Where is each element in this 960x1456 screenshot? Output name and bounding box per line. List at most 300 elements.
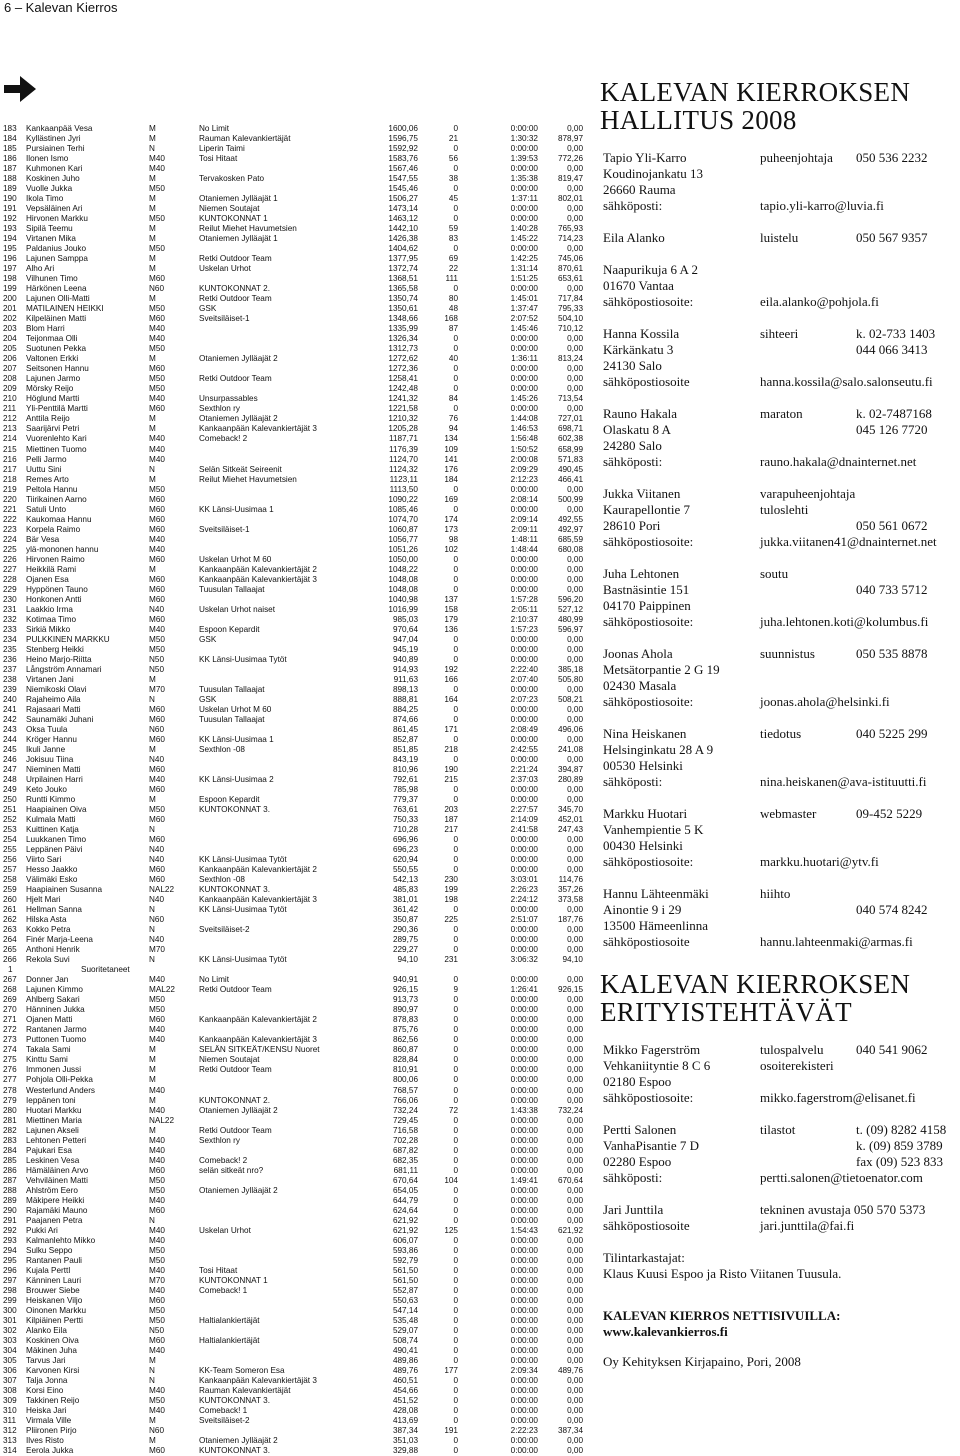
table-row bbox=[3, 384, 583, 394]
result-name: Känninen Lauri bbox=[26, 1275, 82, 1285]
contact-line bbox=[600, 454, 958, 470]
result-value: 387,34 bbox=[557, 1426, 583, 1436]
result-time: 0:00:00 bbox=[510, 714, 538, 724]
table-row bbox=[3, 945, 583, 955]
contact-phone: 040 733 5712 bbox=[856, 582, 928, 597]
result-count: 0 bbox=[453, 785, 458, 795]
contact-line bbox=[600, 710, 958, 726]
table-row bbox=[3, 1446, 583, 1456]
result-name: Mörsky Reijo bbox=[26, 384, 74, 394]
table-row bbox=[3, 565, 583, 575]
result-number: 279 bbox=[3, 1095, 17, 1105]
result-name: Honkonen Antti bbox=[26, 594, 82, 604]
result-number: 251 bbox=[3, 805, 17, 815]
result-class: N bbox=[149, 1215, 155, 1225]
result-value: 0,00 bbox=[567, 785, 583, 795]
contact-phone: 050 535 8878 bbox=[856, 646, 928, 661]
result-number: 235 bbox=[3, 644, 17, 654]
result-time: 2:42:55 bbox=[510, 744, 538, 754]
result-time: 0:00:00 bbox=[510, 344, 538, 354]
result-label: Suoritetaneet bbox=[81, 965, 130, 975]
result-name: MATILAINEN HEIKKI bbox=[26, 304, 104, 314]
result-count: 0 bbox=[453, 1235, 458, 1245]
result-points: 911,63 bbox=[393, 674, 418, 684]
result-name: Tiirikainen Aarno bbox=[26, 494, 87, 504]
result-number: 255 bbox=[3, 845, 17, 855]
result-points: 750,33 bbox=[392, 815, 418, 825]
result-count: 0 bbox=[453, 1045, 458, 1055]
result-count: 218 bbox=[444, 744, 458, 754]
result-name: Heikkilä Rami bbox=[26, 564, 77, 574]
result-name: Keto Jouko bbox=[26, 785, 67, 795]
result-class: M bbox=[149, 1045, 156, 1055]
table-row bbox=[3, 244, 583, 254]
result-class: N bbox=[149, 1375, 155, 1385]
result-points: 687,82 bbox=[392, 1145, 418, 1155]
result-name: Nieminen Matti bbox=[26, 765, 81, 774]
table-row bbox=[3, 805, 583, 815]
table-row bbox=[3, 485, 583, 495]
table-row bbox=[3, 775, 583, 785]
result-time: 0:00:00 bbox=[510, 1446, 538, 1456]
result-class: M bbox=[149, 474, 156, 484]
result-name: Leskinen Vesa bbox=[26, 1155, 80, 1165]
result-points: 1506,27 bbox=[388, 194, 418, 204]
result-time: 0:00:00 bbox=[510, 1406, 538, 1415]
contact-line bbox=[600, 342, 958, 358]
contact-line bbox=[600, 486, 958, 502]
result-club: Sveitsiläiset-1 bbox=[199, 314, 250, 324]
table-row bbox=[3, 745, 583, 755]
result-time: 2:22:40 bbox=[510, 664, 538, 674]
result-count: 0 bbox=[453, 754, 458, 764]
result-count: 0 bbox=[453, 1095, 458, 1105]
contact-name: Mikko Fagerström bbox=[603, 1042, 701, 1057]
contact-phone: 044 066 3413 bbox=[856, 342, 928, 357]
result-value: 496,06 bbox=[557, 724, 583, 734]
result-number: 304 bbox=[3, 1345, 17, 1355]
result-club: Kankaanpään Kalevankiertäjät 3 bbox=[199, 424, 317, 434]
contact-name: Klaus Kuusi Espoo ja Risto Viitanen Tuusula. bbox=[603, 1266, 842, 1281]
result-value: 0,00 bbox=[567, 1065, 583, 1075]
result-count: 59 bbox=[448, 224, 458, 234]
result-value: 0,00 bbox=[567, 795, 583, 805]
result-points: 1567,46 bbox=[388, 164, 418, 174]
result-club: Niemen Soutajat bbox=[199, 1055, 260, 1065]
result-club: SELÄN SITKEÄT/KENSU Nuoret bbox=[199, 1045, 320, 1055]
contact-name: Tilintarkastajat: bbox=[603, 1250, 685, 1265]
table-row bbox=[3, 795, 583, 805]
contact-name: sähköpostiosoite: bbox=[603, 534, 694, 549]
result-time: 0:00:00 bbox=[510, 1185, 538, 1195]
table-row bbox=[3, 1086, 583, 1096]
result-club: Niemen Soutajat bbox=[199, 204, 260, 214]
result-count: 0 bbox=[453, 1285, 458, 1295]
result-class: M40 bbox=[149, 975, 165, 985]
result-name: Laakkio Irma bbox=[26, 604, 73, 614]
table-row bbox=[3, 314, 583, 324]
result-class: M40 bbox=[149, 334, 165, 344]
result-value: 489,76 bbox=[557, 1365, 583, 1375]
result-value: 732,24 bbox=[557, 1105, 583, 1115]
contact-role: tapio.yli-karro@luvia.fi bbox=[760, 198, 884, 213]
result-name: ylä-mononen hannu bbox=[26, 544, 99, 554]
result-class: N60 bbox=[149, 1426, 165, 1436]
result-name: Kröger Hannu bbox=[26, 734, 77, 744]
result-time: 0:00:00 bbox=[510, 684, 538, 694]
result-class: M bbox=[149, 174, 156, 184]
result-count: 109 bbox=[444, 444, 458, 454]
result-number: 242 bbox=[3, 714, 17, 724]
result-time: 1:37:47 bbox=[510, 304, 538, 314]
contact-line bbox=[600, 1042, 958, 1058]
contact-role: jari.junttila@fai.fi bbox=[760, 1218, 855, 1233]
board-contacts bbox=[600, 150, 958, 950]
result-value: 0,00 bbox=[567, 1416, 583, 1426]
result-points: 696,23 bbox=[392, 845, 418, 855]
table-row bbox=[3, 204, 583, 214]
result-number: 201 bbox=[3, 304, 17, 314]
result-number: 216 bbox=[3, 454, 17, 464]
result-time: 1:37:11 bbox=[511, 194, 538, 204]
result-value: 0,00 bbox=[567, 1275, 583, 1285]
result-number: 291 bbox=[3, 1215, 17, 1225]
result-class: M bbox=[149, 1075, 156, 1085]
table-row bbox=[3, 1106, 583, 1116]
result-points: 1545,46 bbox=[388, 184, 418, 194]
contact-line bbox=[600, 1218, 958, 1234]
result-count: 125 bbox=[444, 1225, 458, 1235]
result-class: N60 bbox=[149, 284, 165, 294]
result-count: 0 bbox=[453, 734, 458, 744]
result-name: Lajunen Kimmo bbox=[26, 985, 83, 995]
result-class: M40 bbox=[149, 394, 165, 404]
result-number: 265 bbox=[3, 945, 17, 955]
result-time: 3:03:01 bbox=[510, 875, 538, 885]
result-value: 0,00 bbox=[567, 1335, 583, 1345]
table-row bbox=[3, 895, 583, 905]
result-value: 247,43 bbox=[557, 825, 583, 835]
result-class: M50 bbox=[149, 805, 165, 815]
contact-line bbox=[600, 1266, 958, 1282]
result-points: 710,28 bbox=[392, 825, 418, 835]
result-value: 0,00 bbox=[567, 1205, 583, 1215]
contact-line bbox=[600, 1170, 958, 1186]
result-value: 0,00 bbox=[567, 1085, 583, 1095]
result-name: Luukkanen Timo bbox=[26, 835, 87, 845]
result-name: Ieppänen toni bbox=[26, 1095, 76, 1105]
result-club: KUNTOKONNAT 1 bbox=[199, 214, 268, 224]
contact-name: 13500 Hämeenlinna bbox=[603, 918, 709, 933]
table-row bbox=[3, 555, 583, 565]
result-number: 282 bbox=[3, 1125, 17, 1135]
result-number: 245 bbox=[3, 744, 17, 754]
result-value: 0,00 bbox=[567, 1355, 583, 1365]
result-number: 210 bbox=[3, 394, 17, 404]
table-row bbox=[3, 1426, 583, 1436]
result-name: Haapiainen Oiva bbox=[26, 805, 87, 815]
table-row bbox=[3, 124, 583, 134]
result-points: 621,92 bbox=[392, 1215, 418, 1225]
contact-role: tulospalvelu bbox=[760, 1042, 824, 1057]
table-row bbox=[3, 545, 583, 555]
result-count: 83 bbox=[448, 234, 458, 244]
result-class: M bbox=[149, 1416, 156, 1426]
result-time: 0:00:00 bbox=[510, 1085, 538, 1095]
contact-name: sähköposti: bbox=[603, 454, 663, 469]
result-time: 0:00:00 bbox=[510, 244, 538, 254]
result-points: 1048,08 bbox=[388, 574, 418, 584]
contact-line bbox=[600, 838, 958, 854]
result-count: 69 bbox=[448, 254, 458, 264]
result-points: 1426,38 bbox=[388, 234, 418, 244]
result-value: 0,00 bbox=[567, 734, 583, 744]
result-value: 0,00 bbox=[567, 164, 583, 174]
result-number: 206 bbox=[3, 354, 17, 364]
table-row bbox=[3, 505, 583, 515]
contact-name: Markku Huotari bbox=[603, 806, 688, 821]
result-name: Immonen Jussi bbox=[26, 1065, 82, 1075]
result-value: 0,00 bbox=[567, 714, 583, 724]
result-number: 281 bbox=[3, 1115, 17, 1125]
contact-role: suunnistus bbox=[760, 646, 815, 661]
result-club: KK Länsi-Uusimaa Tytöt bbox=[199, 955, 287, 965]
result-value: 717,84 bbox=[557, 294, 583, 304]
result-club: Otaniemen Jylläajät 1 bbox=[199, 234, 278, 244]
result-name: Vehviläinen Matti bbox=[26, 1175, 88, 1185]
contact-phone: k. 02-733 1403 bbox=[856, 326, 936, 341]
result-class: M40 bbox=[149, 775, 165, 785]
result-points: 926,15 bbox=[392, 985, 418, 995]
result-number: 241 bbox=[3, 704, 17, 714]
result-name: Lajunen Akseli bbox=[26, 1125, 79, 1135]
result-count: 22 bbox=[448, 264, 458, 274]
result-class: N40 bbox=[149, 604, 165, 614]
result-class: M40 bbox=[149, 324, 165, 334]
result-time: 0:00:00 bbox=[510, 1315, 538, 1325]
result-value: 710,12 bbox=[557, 324, 583, 334]
contact-line bbox=[600, 726, 958, 742]
result-class: N bbox=[149, 144, 155, 154]
result-points: 702,28 bbox=[392, 1135, 418, 1145]
table-row bbox=[3, 1136, 583, 1146]
result-name: Pelli Jarmo bbox=[26, 454, 67, 464]
result-count: 173 bbox=[444, 524, 458, 534]
result-number: 253 bbox=[3, 825, 17, 835]
table-row bbox=[3, 985, 583, 995]
result-time: 2:00:08 bbox=[510, 454, 538, 464]
table-row bbox=[3, 1346, 583, 1356]
result-number: 183 bbox=[3, 124, 17, 133]
contact-phone: 045 126 7720 bbox=[856, 422, 928, 437]
contact-name: Pertti Salonen bbox=[603, 1122, 677, 1137]
result-value: 114,76 bbox=[558, 875, 583, 885]
table-row bbox=[3, 334, 583, 344]
contact-name: 28610 Pori bbox=[603, 518, 661, 533]
result-value: 504,10 bbox=[557, 314, 583, 324]
table-row bbox=[3, 164, 583, 174]
result-class: M40 bbox=[149, 1385, 165, 1395]
contact-line bbox=[600, 390, 958, 406]
result-number: 314 bbox=[3, 1446, 17, 1456]
result-points: 860,87 bbox=[392, 1045, 418, 1055]
result-number: 287 bbox=[3, 1175, 17, 1185]
result-count: 0 bbox=[453, 1125, 458, 1135]
result-count: 0 bbox=[453, 554, 458, 564]
contact-line bbox=[600, 694, 958, 710]
result-number: 262 bbox=[3, 915, 17, 925]
result-points: 529,07 bbox=[392, 1325, 418, 1335]
result-club: Kankaanpään Kalevankiertäjät 2 bbox=[199, 564, 317, 574]
result-name: Vuolle Jukka bbox=[26, 184, 73, 194]
result-value: 373,58 bbox=[557, 895, 583, 905]
result-value: 0,00 bbox=[567, 574, 583, 584]
result-count: 0 bbox=[453, 1416, 458, 1426]
result-points: 970,64 bbox=[392, 624, 418, 634]
result-value: 602,38 bbox=[557, 434, 583, 444]
result-name: Kyllästinen Jyri bbox=[26, 134, 81, 144]
result-value: 0,00 bbox=[567, 124, 583, 133]
result-points: 1048,08 bbox=[388, 584, 418, 594]
special-title-2: ERITYISTEHTÄVÄT bbox=[600, 997, 852, 1027]
result-count: 48 bbox=[448, 304, 458, 314]
table-row bbox=[3, 665, 583, 675]
result-points: 451,52 bbox=[392, 1395, 418, 1405]
result-time: 2:51:07 bbox=[510, 915, 538, 925]
result-time: 2:10:37 bbox=[510, 614, 538, 624]
result-class: M bbox=[149, 564, 156, 574]
result-points: 1123,11 bbox=[389, 474, 418, 484]
result-time: 0:00:00 bbox=[510, 1325, 538, 1335]
result-name: Westerlund Anders bbox=[26, 1085, 96, 1095]
result-name: Ahlberg Sakari bbox=[26, 995, 80, 1005]
table-row bbox=[3, 224, 583, 234]
result-name: Långström Annamari bbox=[26, 664, 102, 674]
result-number: 222 bbox=[3, 514, 17, 524]
result-value: 0,00 bbox=[567, 945, 583, 955]
result-time: 2:07:23 bbox=[510, 694, 538, 704]
result-club: No Limit bbox=[199, 975, 230, 985]
result-count: 176 bbox=[444, 464, 458, 474]
result-number: 219 bbox=[3, 484, 17, 494]
result-time: 0:00:00 bbox=[510, 184, 538, 194]
result-time: 2:22:23 bbox=[510, 1426, 538, 1436]
result-value: 0,00 bbox=[567, 1145, 583, 1155]
result-class: M60 bbox=[149, 274, 165, 284]
result-points: 1547,55 bbox=[388, 174, 418, 184]
result-points: 489,76 bbox=[392, 1365, 418, 1375]
result-points: 1473,14 bbox=[388, 204, 418, 214]
result-value: 0,00 bbox=[567, 214, 583, 224]
result-points: 682,35 bbox=[392, 1155, 418, 1165]
result-name: Saunamäki Juhani bbox=[26, 714, 94, 724]
result-class: M50 bbox=[149, 1005, 165, 1015]
result-value: 500,99 bbox=[557, 494, 583, 504]
result-count: 0 bbox=[453, 384, 458, 394]
result-name: Hjelt Mari bbox=[26, 895, 61, 905]
result-points: 485,83 bbox=[392, 885, 418, 895]
result-count: 0 bbox=[453, 1295, 458, 1305]
contact-line bbox=[600, 230, 958, 246]
contact-line bbox=[600, 1234, 958, 1250]
result-time: 0:00:00 bbox=[510, 1345, 538, 1355]
result-class: M50 bbox=[149, 1315, 165, 1325]
result-count: 191 bbox=[444, 1426, 458, 1436]
result-class: M40 bbox=[149, 1085, 165, 1095]
table-row bbox=[3, 1286, 583, 1296]
result-class: N40 bbox=[149, 895, 165, 905]
result-points: 1600,06 bbox=[388, 124, 418, 133]
contact-line bbox=[600, 550, 958, 566]
result-time: 0:00:00 bbox=[510, 1436, 538, 1446]
contact-line bbox=[600, 822, 958, 838]
web-url[interactable]: www.kalevankierros.fi bbox=[603, 1324, 728, 1339]
result-value: 0,00 bbox=[567, 855, 583, 865]
result-name: Kinttu Sami bbox=[26, 1055, 68, 1065]
result-points: 361,42 bbox=[392, 905, 418, 915]
result-name: Lehtonen Petteri bbox=[26, 1135, 87, 1145]
result-count: 158 bbox=[444, 604, 458, 614]
result-club: Sveitsiläiset-2 bbox=[199, 925, 250, 935]
result-points: 1272,36 bbox=[388, 364, 418, 374]
result-points: 696,96 bbox=[392, 835, 418, 845]
result-points: 852,87 bbox=[392, 734, 418, 744]
result-value: 926,15 bbox=[557, 985, 583, 995]
contact-role: mikko.fagerstrom@elisanet.fi bbox=[760, 1090, 916, 1105]
result-club: KUNTOKONNAT 1 bbox=[199, 1275, 268, 1285]
result-value: 819,47 bbox=[557, 174, 583, 184]
result-class: M bbox=[149, 795, 156, 805]
result-club: Otaniemen Jylläajät 2 bbox=[199, 354, 278, 364]
table-row bbox=[3, 905, 583, 915]
result-points: 732,24 bbox=[392, 1105, 418, 1115]
result-time: 1:48:11 bbox=[511, 534, 538, 544]
result-points: 94,10 bbox=[397, 955, 418, 965]
result-points: 624,64 bbox=[392, 1205, 418, 1215]
result-class: M40 bbox=[149, 1265, 165, 1275]
result-value: 0,00 bbox=[567, 1345, 583, 1355]
contact-name: Eila Alanko bbox=[603, 230, 665, 245]
table-row bbox=[3, 955, 583, 965]
result-count: 190 bbox=[444, 765, 458, 774]
result-count: 72 bbox=[448, 1105, 458, 1115]
result-number: 208 bbox=[3, 374, 17, 384]
result-class: M bbox=[149, 204, 156, 214]
result-time: 2:08:14 bbox=[510, 494, 538, 504]
result-class: N50 bbox=[149, 654, 165, 664]
table-row bbox=[3, 1055, 583, 1065]
result-class: M bbox=[149, 1436, 156, 1446]
result-number: 238 bbox=[3, 674, 17, 684]
result-number: 198 bbox=[3, 274, 17, 284]
result-count: 0 bbox=[453, 284, 458, 294]
table-row bbox=[3, 1366, 583, 1376]
table-row bbox=[3, 595, 583, 605]
result-count: 0 bbox=[453, 1195, 458, 1205]
table-row bbox=[3, 134, 583, 144]
result-time: 0:00:00 bbox=[510, 1235, 538, 1245]
result-number: 234 bbox=[3, 634, 17, 644]
result-number: 223 bbox=[3, 524, 17, 534]
result-time: 0:00:00 bbox=[510, 584, 538, 594]
result-value: 772,26 bbox=[557, 154, 583, 164]
result-points: 1596,75 bbox=[388, 134, 418, 144]
result-class: M60 bbox=[149, 494, 165, 504]
result-value: 0,00 bbox=[567, 344, 583, 354]
result-class: M bbox=[149, 124, 156, 133]
contact-line bbox=[600, 278, 958, 294]
result-time: 0:00:00 bbox=[510, 1265, 538, 1275]
